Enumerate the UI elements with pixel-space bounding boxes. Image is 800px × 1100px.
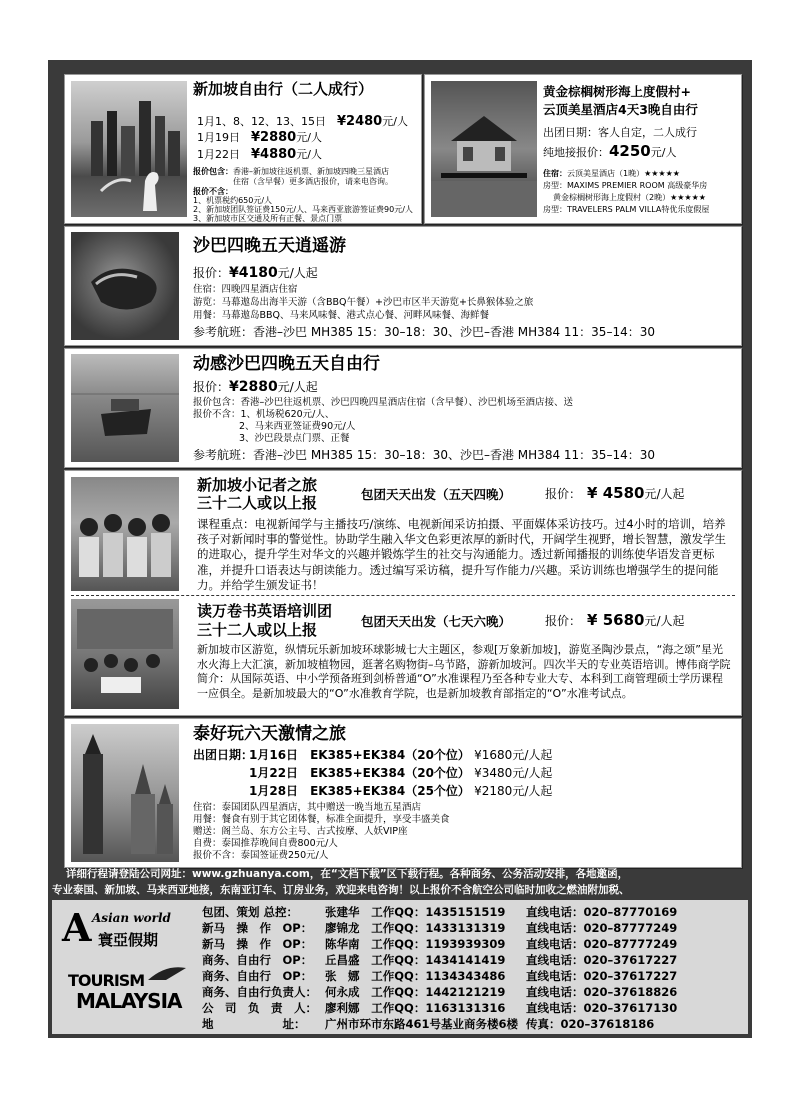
contact-qq: 工作QQ：1163131316 (371, 1001, 506, 1015)
unit-text: 元/人 (650, 146, 677, 159)
include-line (193, 167, 389, 176)
exclude-item: 1、机票税约650元/人 (193, 196, 273, 205)
include-label: 报价包含： (193, 167, 233, 176)
contact-qq: 工作QQ：1434141419 (371, 953, 506, 967)
contact-role: 新马 操 作 OP： (202, 921, 313, 935)
contact-name: 张建华 (325, 905, 360, 919)
contact-name: 廖利娜 (325, 1001, 360, 1015)
price-value: 4250 (609, 142, 651, 160)
unit-text: 元/人起 (512, 784, 553, 798)
contact-row (198, 920, 681, 936)
price-label: 报价： (545, 487, 576, 501)
student-tours-card (64, 470, 742, 716)
thailand-tour-card (64, 718, 742, 868)
unit-text: 元/人起 (512, 766, 553, 780)
contact-tel: 直线电话：020–37618826 (526, 985, 678, 999)
exclude-item: 3、新加坡市区交通及所有正餐、景点门票 (193, 214, 343, 223)
contact-name: 廖锦龙 (325, 921, 360, 935)
contact-qq: 工作QQ：1193939309 (371, 937, 506, 951)
contact-role: 公 司 负 责 人： (202, 1001, 317, 1015)
contact-row (198, 984, 681, 1000)
include-line-2: 住宿（含早餐）更多酒店报价，请来电咨询。 (233, 177, 393, 186)
exclude-item: 2、新加坡团队签证费150元/人、马来西亚旅游签证费90元/人 (193, 205, 413, 214)
boat-photo (71, 354, 179, 462)
departure-row (249, 749, 552, 763)
contact-tel: 直线电话：020–87770169 (526, 905, 678, 919)
classroom-photo (71, 599, 179, 709)
price-value: ¥2880 (251, 130, 297, 145)
contact-name: 何永成 (325, 985, 360, 999)
contact-row (198, 936, 681, 952)
contact-row (198, 1000, 681, 1016)
contact-qq: 工作QQ：1442121219 (371, 985, 506, 999)
flight-line: 参考航班：香港–沙巴 MH385 15：30–18：30、沙巴–香港 MH384 11：35–14：30 (193, 448, 655, 462)
price-label: 报价： (193, 266, 230, 280)
contact-row (198, 968, 681, 984)
price-line (543, 143, 676, 160)
sabah-leisure-card (64, 226, 742, 346)
unit-text: 元/人起 (644, 614, 685, 628)
malaysia-text: MALAYSIA (76, 989, 182, 1013)
card-title: 沙巴四晚五天逍遥游 (193, 236, 346, 256)
price-row (197, 148, 322, 163)
date-text: 1月1、8、12、13、15日 (197, 115, 326, 128)
exclude-label: 报价不含： (193, 187, 233, 196)
include-text: 香港–新加坡往返机票、新加坡四晚三星酒店 (233, 167, 389, 176)
price-value: ¥4880 (251, 147, 297, 162)
temple-icon (71, 724, 179, 862)
contact-tel: 直线电话：020–37617227 (526, 953, 678, 967)
departure-row (249, 785, 552, 799)
card-title: 新加坡自由行（二人成行） (193, 80, 374, 98)
tourism-text: TOURISM (68, 971, 145, 990)
contact-role: 包团、策划 总控： (202, 905, 299, 919)
unit-text: 元/人 (382, 115, 408, 128)
departure-text: 包团天天出发（七天六晚） (361, 614, 512, 629)
unit-text: 元/人 (296, 131, 322, 144)
address-text: 广州市环市东路461号基业商务楼6楼 (325, 1017, 519, 1031)
price-line (193, 379, 318, 395)
tour-title-line-2: 三十二人或以上报 (197, 621, 318, 639)
price-label: 报价： (193, 380, 230, 394)
boat-icon (71, 354, 179, 462)
price-value: ¥2480 (337, 114, 383, 129)
unit-text: 元/人 (296, 148, 322, 161)
unit-text: 元/人起 (512, 748, 553, 762)
singapore-free-travel-card (64, 74, 422, 224)
contact-table (198, 904, 681, 1032)
price-line (545, 485, 685, 502)
date-label: 出团日期： (193, 748, 254, 762)
logo-english: Asian world (92, 911, 171, 925)
contact-row (198, 904, 681, 920)
thai-temple-photo (71, 724, 179, 862)
card-title: 泰好玩六天激情之旅 (193, 724, 346, 744)
people-icon (71, 477, 179, 591)
tourism-malaysia-logo (62, 962, 186, 1024)
departure-date: 1月22日 (249, 766, 299, 780)
hotel-label: 住宿： (543, 169, 567, 178)
contact-tel: 直线电话：020–37617130 (526, 1001, 678, 1015)
departure-date: 1月16日 (249, 748, 299, 762)
asian-world-logo (62, 906, 186, 958)
price-label: 报价： (545, 614, 576, 628)
exclude-line: 3、沙巴段景点门票、正餐 (239, 433, 350, 444)
include-line: 报价包含：香港–沙巴往返机票、沙巴四晚四星酒店住宿（含早餐）、沙巴机场至酒店接、送 (193, 397, 574, 408)
fax-text: 传真：020–37618186 (526, 1017, 655, 1031)
price-row (197, 131, 322, 146)
hotel-line: 房型：TRAVELERS PALM VILLA特优乐度假屋 (543, 205, 710, 214)
contact-role: 新马 操 作 OP： (202, 937, 313, 951)
price-value: ¥4180 (229, 265, 278, 281)
golden-palm-card (424, 74, 742, 224)
singapore-merlion-photo (71, 81, 187, 217)
island-aerial-photo (71, 232, 179, 340)
hotel-line: 黄金棕榈树形海上度假村（2晚）★★★★★ (553, 193, 706, 202)
classroom-icon (71, 599, 179, 709)
card-title-line-1: 黄金棕榈树形海上度假村+ (543, 84, 691, 99)
flight-text: EK385+EK384（25个位） (310, 784, 470, 798)
date-text: 1月19日 (197, 131, 240, 144)
card-title-line-2: 云顶美星酒店4天3晚自由行 (543, 102, 698, 117)
detail-line: 报价不含：泰国签证费250元/人 (193, 850, 329, 861)
contact-role: 商务、自由行 OP： (202, 953, 313, 967)
detail-line: 用餐：餐食有别于其它团体餐，标准全面提升，享受丰盛美食 (193, 814, 450, 825)
flight-text: EK385+EK384（20个位） (310, 766, 470, 780)
tour-description: 新加坡市区游览，纵情玩乐新加坡环球影城七大主题区，参观[万象新加坡]，游览圣陶沙景点，“海之颂”星光水火海上大汇演，新加坡植物园，逛著名购物街–乌节路，游新加坡河。四次半天的专业英语培训。博伟商学院简介：从国际英语、中小学预备班到剑桥普通“O”水准课程乃至各种专业大专、本科到工商管理硕士学历课程一应俱全。是新加坡最大的“O”水准教育学院，也是新加坡教育部指定的“O”水准考试点。 (197, 643, 731, 700)
price-value: ¥1680 (474, 748, 513, 762)
detail-line: 自费：泰国推荐晚间自费800元/人 (193, 838, 338, 849)
exclude-line: 2、马来西亚签证费90元/人 (239, 421, 356, 432)
contact-name: 陈华南 (325, 937, 360, 951)
unit-text: 元/人起 (277, 380, 318, 394)
price-value: ¥3480 (474, 766, 513, 780)
card-title: 动感沙巴四晚五天自由行 (193, 354, 380, 374)
hotel-text: 云顶美星酒店（1晚）★★★★★ (567, 169, 680, 178)
exclude-line: 报价不含：1、机场税620元/人、 (193, 409, 335, 420)
price-line (193, 265, 318, 281)
flight-line: 参考航班：香港–沙巴 MH385 15：30–18：30、沙巴–香港 MH384 11：35–14：30 (193, 325, 655, 339)
departure-text: 包团天天出发（五天四晚） (361, 487, 512, 502)
price-value: ¥2880 (229, 379, 278, 395)
detail-line: 游览：马幕遨岛出海半天游（含BBQ午餐）+沙巴市区半天游览+长鼻猴体验之旅 (193, 297, 534, 308)
notice-line-1: 详细行程请登陆公司网址：www.gzhuanya.com，在“文档下载”区下载行程。各种商务、公务活动安排，各地邀函， (66, 868, 629, 880)
price-value: ¥ 4580 (587, 484, 645, 502)
contact-role: 商务、自由行负责人： (202, 985, 317, 999)
contact-role: 商务、自由行 OP： (202, 969, 313, 983)
departure-row (249, 767, 552, 781)
sail-icon (146, 962, 206, 982)
divider (71, 595, 735, 596)
contact-qq: 工作QQ：1134343486 (371, 969, 506, 983)
skyline-icon (71, 81, 187, 217)
departure-date: 1月28日 (249, 784, 299, 798)
tour-title-line-1: 读万卷书英语培训团 (197, 602, 333, 620)
unit-text: 元/人起 (277, 266, 318, 280)
villa-icon (431, 81, 537, 217)
contact-row (198, 952, 681, 968)
student-group-photo (71, 477, 179, 591)
detail-line: 赠送：阁兰岛、东方公主号、古式按摩、人妖VIP座 (193, 826, 408, 837)
price-value: ¥2180 (474, 784, 513, 798)
logo-a-icon: A (62, 905, 92, 950)
address-label: 地 址： (202, 1017, 306, 1031)
contact-name: 张 娜 (325, 969, 360, 983)
water-villa-photo (431, 81, 537, 217)
address-row (198, 1016, 681, 1032)
price-line (545, 612, 685, 629)
hotel-line (543, 169, 680, 178)
detail-line: 住宿：四晚四星酒店住宿 (193, 284, 298, 295)
flight-text: EK385+EK384（20个位） (310, 748, 470, 762)
contact-name: 丘昌盛 (325, 953, 360, 967)
detail-line: 用餐：马幕遨岛BBQ、马来风味餐、港式点心餐、河畔风味餐、海鲜餐 (193, 310, 490, 321)
sabah-free-card (64, 348, 742, 468)
price-row (197, 115, 408, 130)
contact-qq: 工作QQ：1433131319 (371, 921, 506, 935)
island-icon (71, 232, 179, 340)
contact-panel (52, 900, 748, 1034)
logo-chinese: 寰亞假期 (98, 931, 159, 949)
departure-date: 出团日期：客人自定，二人成行 (543, 126, 697, 139)
contact-tel: 直线电话：020–87777249 (526, 921, 678, 935)
tour-title-line-2: 三十二人或以上报 (197, 494, 318, 512)
price-value: ¥ 5680 (587, 611, 645, 629)
contact-qq: 工作QQ：1435151519 (371, 905, 506, 919)
tour-description: 课程重点：电视新闻学与主播技巧/演练、电视新闻采访拍摄、平面媒体采访技巧。过4小时的培训，培养孩子对新闻时事的警觉性。协助学生融入华文色彩更浓厚的新时代，开阔学生视野，增长智慧，激发学生的进取心，提升学生对华文的兴趣并锻炼学生的社交与沟通能力。透过新闻播报的训练使华语发音更标准，并提升口语表达与朗读能力。透过编写采访稿，提升写作能力/兴趣。采访训练也增强学生的提问能力。并给学生颁发证书！ (197, 517, 726, 592)
contact-tel: 直线电话：020–87777249 (526, 937, 678, 951)
detail-line: 住宿：泰国团队四星酒店，其中赠送一晚当地五星酒店 (193, 802, 422, 813)
hotel-line: 房型：MAXIMS PREMIER ROOM 高级豪华房 (543, 181, 708, 190)
unit-text: 元/人起 (644, 487, 685, 501)
tour-title-line-1: 新加坡小记者之旅 (197, 476, 318, 494)
date-text: 1月22日 (197, 148, 240, 161)
contact-tel: 直线电话：020–37617227 (526, 969, 678, 983)
price-label: 纯地接报价： (543, 146, 609, 159)
notice-line-2: 专业泰国、新加坡、马来西亚地接，东南亚订车、订房业务，欢迎来电咨询！以上报价不含航空公司临时加收之燃油附加税、 (52, 884, 630, 896)
